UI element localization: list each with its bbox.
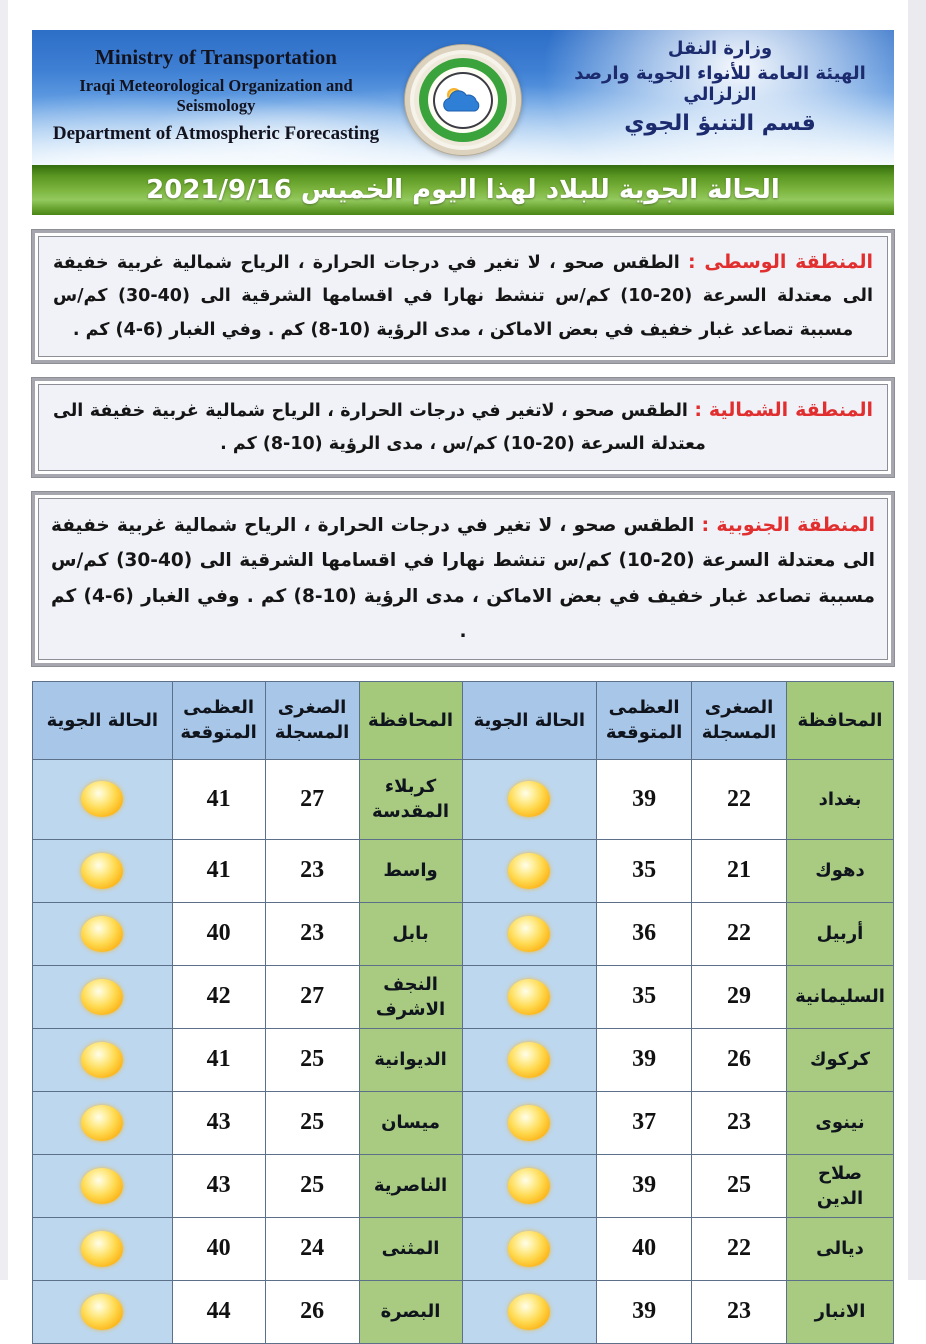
org-logo	[404, 44, 522, 156]
max-temp-cell: 42	[172, 965, 265, 1028]
governorate-cell: النجف الاشرف	[359, 965, 462, 1028]
header-governorate-left: المحافظة	[359, 681, 462, 759]
ministry-title-en: Ministry of Transportation	[95, 45, 337, 69]
org-logo-ring	[404, 44, 522, 156]
table-header-row	[33, 681, 894, 759]
sun-icon	[508, 916, 550, 952]
governorate-cell: ميسان	[359, 1091, 462, 1154]
max-temp-cell: 41	[172, 1028, 265, 1091]
condition-cell	[462, 1154, 597, 1217]
bulletin-header	[32, 30, 894, 165]
governorate-cell: البصرة	[359, 1280, 462, 1343]
condition-cell	[33, 902, 173, 965]
min-temp-cell: 22	[692, 902, 787, 965]
table-row	[33, 965, 894, 1028]
table-row	[33, 759, 894, 839]
governorate-cell: واسط	[359, 839, 462, 902]
sun-cloud-icon	[433, 72, 493, 129]
header-min-right: الصغرى المسجلة	[692, 681, 787, 759]
max-temp-cell: 41	[172, 759, 265, 839]
max-temp-cell: 44	[172, 1280, 265, 1343]
min-temp-cell: 27	[265, 965, 359, 1028]
page-edge-left	[0, 0, 8, 1280]
table-row	[33, 1154, 894, 1217]
table-row	[33, 1028, 894, 1091]
governorate-cell: الانبار	[787, 1280, 894, 1343]
min-temp-cell: 25	[692, 1154, 787, 1217]
governorate-cell: نينوى	[787, 1091, 894, 1154]
region-name-label: المنطقة الوسطى :	[688, 251, 874, 273]
department-title-en: Department of Atmospheric Forecasting	[52, 123, 380, 144]
min-temp-cell: 24	[265, 1217, 359, 1280]
governorate-cell: الناصرية	[359, 1154, 462, 1217]
governorate-cell: كربلاء المقدسة	[359, 759, 462, 839]
weather-table	[32, 681, 894, 1344]
sun-icon	[508, 1042, 550, 1078]
max-temp-cell: 40	[172, 1217, 265, 1280]
max-temp-cell: 40	[172, 902, 265, 965]
condition-cell	[33, 1217, 173, 1280]
governorate-cell: ديالى	[787, 1217, 894, 1280]
max-temp-cell: 35	[597, 839, 692, 902]
table-row	[33, 1217, 894, 1280]
region-forecast-box-central	[32, 230, 894, 363]
sun-icon	[508, 1105, 550, 1141]
condition-cell	[462, 759, 597, 839]
header-english-title	[40, 45, 392, 145]
max-temp-cell: 37	[597, 1091, 692, 1154]
header-condition-right: الحالة الجوية	[462, 681, 597, 759]
min-temp-cell: 22	[692, 759, 787, 839]
max-temp-cell: 39	[597, 1154, 692, 1217]
min-temp-cell: 23	[265, 902, 359, 965]
date-banner	[32, 165, 894, 215]
header-arabic-title	[552, 38, 888, 136]
organization-title-en: Iraqi Meteorological Organization and Seismology	[79, 76, 353, 115]
governorate-cell: صلاح الدين	[787, 1154, 894, 1217]
min-temp-cell: 29	[692, 965, 787, 1028]
bulletin-content	[32, 0, 894, 1344]
min-temp-cell: 27	[265, 759, 359, 839]
min-temp-cell: 25	[265, 1154, 359, 1217]
condition-cell	[462, 1028, 597, 1091]
condition-cell	[462, 902, 597, 965]
table-row	[33, 1091, 894, 1154]
governorate-cell: السليمانية	[787, 965, 894, 1028]
header-max-left: العظمى المتوقعة	[172, 681, 265, 759]
page-edge-right	[908, 0, 926, 1280]
department-title-ar: قسم التنبؤ الجوي	[624, 111, 816, 136]
condition-cell	[33, 1091, 173, 1154]
governorate-cell: أربيل	[787, 902, 894, 965]
header-min-left: الصغرى المسجلة	[265, 681, 359, 759]
sun-icon	[81, 916, 123, 952]
condition-cell	[462, 839, 597, 902]
sun-icon	[508, 1231, 550, 1267]
sun-icon	[81, 1231, 123, 1267]
sun-icon	[508, 781, 550, 817]
region-forecast-box-northern	[32, 378, 894, 478]
min-temp-cell: 25	[265, 1091, 359, 1154]
region-forecast-body: الطقس صحو ، لا تغير في درجات الحرارة ، الرياح شمالية غربية خفيفة الى معتدلة السرعة (20-10) كم/س تنشط نهارا في اقسامها الشرقية الى (40-30) كم/س مسببة تصاعد غبار خفيف في بعض الاماكن ، مدى الرؤية (10-8) كم . وفي الغبار (6-4) كم .	[51, 515, 875, 642]
sun-icon	[508, 1168, 550, 1204]
sun-icon	[508, 979, 550, 1015]
min-temp-cell: 23	[692, 1091, 787, 1154]
region-forecast-box-southern	[32, 492, 894, 666]
ministry-title-ar: وزارة النقل	[667, 38, 773, 59]
condition-cell	[462, 1091, 597, 1154]
min-temp-cell: 23	[692, 1280, 787, 1343]
organization-title-ar: الهيئة العامة للأنواء الجوية وارصد الزلزالي	[574, 63, 866, 105]
region-name-label: المنطقة الشمالية :	[694, 398, 873, 421]
max-temp-cell: 39	[597, 759, 692, 839]
governorate-cell: كركوك	[787, 1028, 894, 1091]
sun-icon	[81, 1294, 123, 1330]
table-row	[33, 1280, 894, 1343]
max-temp-cell: 43	[172, 1154, 265, 1217]
min-temp-cell: 25	[265, 1028, 359, 1091]
max-temp-cell: 39	[597, 1028, 692, 1091]
governorate-cell: المثنى	[359, 1217, 462, 1280]
condition-cell	[33, 1028, 173, 1091]
sun-icon	[81, 781, 123, 817]
sun-icon	[81, 1042, 123, 1078]
max-temp-cell: 41	[172, 839, 265, 902]
governorate-cell: دهوك	[787, 839, 894, 902]
condition-cell	[33, 839, 173, 902]
condition-cell	[33, 1154, 173, 1217]
condition-cell	[462, 1280, 597, 1343]
max-temp-cell: 40	[597, 1217, 692, 1280]
sun-icon	[81, 979, 123, 1015]
condition-cell	[462, 965, 597, 1028]
sun-icon	[81, 1105, 123, 1141]
table-row	[33, 902, 894, 965]
org-logo-green-ring	[419, 58, 507, 142]
governorate-cell: الديوانية	[359, 1028, 462, 1091]
region-name-label: المنطقة الجنوبية :	[701, 514, 875, 537]
sun-icon	[81, 853, 123, 889]
max-temp-cell: 36	[597, 902, 692, 965]
min-temp-cell: 26	[692, 1028, 787, 1091]
governorate-cell: بابل	[359, 902, 462, 965]
sun-icon	[508, 1294, 550, 1330]
sun-icon	[508, 853, 550, 889]
governorate-cell: بغداد	[787, 759, 894, 839]
min-temp-cell: 22	[692, 1217, 787, 1280]
header-governorate-right: المحافظة	[787, 681, 894, 759]
region-forecast-text-northern	[38, 384, 888, 472]
table-row	[33, 839, 894, 902]
condition-cell	[33, 965, 173, 1028]
date-banner-title: الحالة الجوية للبلاد لهذا اليوم الخميس 2021/9/16	[146, 175, 780, 205]
region-forecast-text-southern	[38, 498, 888, 660]
sun-icon	[81, 1168, 123, 1204]
min-temp-cell: 26	[265, 1280, 359, 1343]
header-condition-left: الحالة الجوية	[33, 681, 173, 759]
max-temp-cell: 43	[172, 1091, 265, 1154]
header-max-right: العظمى المتوقعة	[597, 681, 692, 759]
region-forecast-text-central	[38, 236, 888, 357]
min-temp-cell: 21	[692, 839, 787, 902]
condition-cell	[462, 1217, 597, 1280]
region-forecast-body: الطقس صحو ، لا تغير في درجات الحرارة ، الرياح شمالية غربية خفيفة الى معتدلة السرعة (20-10) كم/س تنشط نهارا في اقسامها الشرقية الى (40-30) كم/س مسببة تصاعد غبار خفيف في بعض الاماكن ، مدى الرؤية (10-8) كم . وفي الغبار (6-4) كم .	[53, 253, 873, 340]
condition-cell	[33, 1280, 173, 1343]
max-temp-cell: 39	[597, 1280, 692, 1343]
region-forecast-body: الطقس صحو ، لاتغير في درجات الحرارة ، الرياح شمالية غربية خفيفة الى معتدلة السرعة (20-10) كم/س ، مدى الرؤية (10-8) كم .	[53, 400, 706, 454]
min-temp-cell: 23	[265, 839, 359, 902]
max-temp-cell: 35	[597, 965, 692, 1028]
condition-cell	[33, 759, 173, 839]
